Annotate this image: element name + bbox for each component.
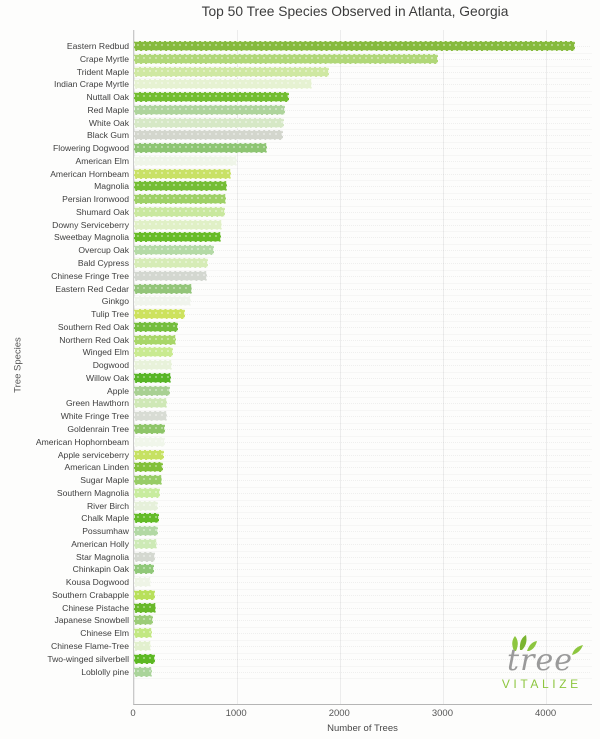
x-tick-label: 3000 <box>431 708 454 719</box>
species-bar <box>134 347 173 357</box>
bar-row <box>57 321 592 334</box>
species-bar <box>134 590 155 600</box>
bar-row <box>65 397 592 410</box>
species-label: Apple <box>107 385 129 396</box>
bar-row <box>57 449 592 462</box>
bar-row <box>91 308 592 321</box>
species-bar <box>134 462 163 472</box>
bar-row <box>80 474 592 487</box>
bar-row <box>53 231 592 244</box>
bar-row <box>65 576 592 589</box>
bar-row <box>62 602 592 615</box>
logo-word <box>507 643 573 678</box>
species-label: Winged Elm <box>82 347 129 358</box>
bar-row <box>35 436 592 449</box>
species-label: Possumhaw <box>82 526 129 537</box>
species-label: Two-winged silverbell <box>47 653 129 664</box>
bar-row <box>77 257 592 270</box>
species-bar <box>134 245 214 255</box>
bar-row <box>54 614 592 627</box>
bar-row <box>75 206 592 219</box>
bar-row <box>78 244 592 257</box>
species-label: Green Hawthorn <box>65 398 129 409</box>
species-label: Goldenrain Tree <box>67 423 129 434</box>
species-label: Downy Serviceberry <box>52 219 129 230</box>
bar-row <box>53 142 592 155</box>
species-bar <box>134 284 192 294</box>
species-bar <box>134 220 222 230</box>
bar-row <box>86 500 592 513</box>
bar-row <box>79 53 592 66</box>
species-bar <box>134 615 153 625</box>
species-label: Chinese Pistache <box>62 602 129 613</box>
species-bar <box>134 296 191 306</box>
species-bar <box>134 475 162 485</box>
species-bar <box>134 386 170 396</box>
species-bar <box>134 54 438 64</box>
plot-area <box>35 30 592 705</box>
species-bar <box>134 539 157 549</box>
bar-row <box>51 270 592 283</box>
bar-row <box>87 104 592 117</box>
species-label: Northern Red Oak <box>59 334 129 345</box>
species-label: American Hornbeam <box>50 168 129 179</box>
species-bar <box>134 41 575 51</box>
species-bar <box>134 526 158 536</box>
species-label: Eastern Red Cedar <box>55 283 129 294</box>
species-label: Magnolia <box>94 181 129 192</box>
species-label: Bald Cypress <box>77 258 129 269</box>
species-bar <box>134 232 221 242</box>
species-bar <box>134 603 156 613</box>
x-tick-label: 1000 <box>225 708 247 719</box>
bar-row <box>86 129 592 142</box>
bar-row <box>62 193 592 206</box>
species-bar <box>134 105 285 115</box>
species-bar <box>134 118 284 128</box>
bar-row <box>56 487 592 500</box>
x-tick-label: 4000 <box>535 708 557 719</box>
species-label: Ginkgo <box>101 296 129 307</box>
species-bar <box>134 654 155 664</box>
species-bar <box>134 92 289 102</box>
bar-row <box>67 423 592 436</box>
species-label: American Linden <box>64 462 129 473</box>
x-axis-title: Number of Trees <box>327 723 398 734</box>
bar-row <box>88 117 592 130</box>
species-label: Trident Maple <box>76 66 129 77</box>
species-label: Black Gum <box>86 130 129 141</box>
species-label: White Oak <box>88 117 129 128</box>
species-label: Apple serviceberry <box>57 449 129 460</box>
species-label: American Holly <box>71 538 129 549</box>
bar-row <box>72 563 592 576</box>
species-label: Chalk Maple <box>81 513 129 524</box>
species-label: Persian Ironwood <box>62 194 129 205</box>
species-bar <box>134 513 159 523</box>
species-label: River Birch <box>86 500 129 511</box>
species-bar <box>134 360 172 370</box>
species-bar <box>134 207 225 217</box>
species-label: Indian Crape Myrtle <box>54 79 129 90</box>
species-label: Chinkapin Oak <box>72 564 129 575</box>
species-label: Sugar Maple <box>80 475 129 486</box>
species-bar <box>134 322 178 332</box>
species-label: Japanese Snowbell <box>54 615 129 626</box>
species-bar <box>134 424 165 434</box>
bar-row <box>94 180 592 193</box>
bar-row <box>101 295 592 308</box>
species-label: Tulip Tree <box>91 309 129 320</box>
species-bar <box>134 181 227 191</box>
bar-row <box>64 461 592 474</box>
species-bar <box>134 564 154 574</box>
bar-row <box>107 385 592 398</box>
species-bar <box>134 194 226 204</box>
species-bar <box>134 130 283 140</box>
species-label: Southern Red Oak <box>57 321 129 332</box>
species-bar <box>134 437 165 447</box>
bar-row <box>75 551 592 564</box>
species-label: Sweetbay Magnolia <box>53 232 129 243</box>
bar-row <box>50 168 592 181</box>
species-label: Eastern Redbud <box>66 41 129 51</box>
species-label: Chinese Fringe Tree <box>51 270 129 281</box>
species-bar <box>134 271 207 281</box>
species-label: Nuttall Oak <box>86 92 129 103</box>
species-label: Southern Magnolia <box>56 487 129 498</box>
species-bar <box>134 143 267 153</box>
species-bar <box>134 335 176 345</box>
species-label: Dogwood <box>92 360 129 371</box>
species-bar <box>134 373 171 383</box>
bar-row <box>66 40 592 53</box>
bar-row <box>76 66 592 79</box>
logo-subword: VITALIZE <box>501 677 582 691</box>
species-bar <box>134 79 312 89</box>
species-label: Red Maple <box>87 104 129 115</box>
bar-row <box>54 78 592 91</box>
x-tick-label: 0 <box>130 708 136 719</box>
x-tick-label: 2000 <box>328 708 350 719</box>
species-bar <box>134 501 158 511</box>
species-label: Loblolly pine <box>81 666 129 677</box>
bar-row <box>59 334 592 347</box>
chart-title: Top 50 Tree Species Observed in Atlanta, Georgia <box>201 4 509 19</box>
species-bar <box>134 450 164 460</box>
bar-row <box>52 219 592 232</box>
bar-row <box>86 372 592 385</box>
species-bar <box>134 309 185 319</box>
species-bar <box>134 411 167 421</box>
species-label: Kousa Dogwood <box>65 577 129 588</box>
species-label: Flowering Dogwood <box>53 143 129 154</box>
bar-row <box>55 283 592 296</box>
species-label: American Elm <box>75 155 129 166</box>
bar-row <box>71 538 592 551</box>
bar-row <box>82 346 592 359</box>
species-bar <box>134 156 237 166</box>
leaf-tip-icon <box>571 644 585 656</box>
species-label: Chinese Elm <box>80 628 129 639</box>
species-label: Crape Myrtle <box>79 53 129 64</box>
x-tick-labels <box>130 708 592 720</box>
species-bar <box>134 67 329 77</box>
species-bar <box>134 258 208 268</box>
species-bar <box>134 628 152 638</box>
species-bar <box>134 169 231 179</box>
species-label: White Fringe Tree <box>60 411 129 422</box>
species-label: Shumard Oak <box>75 206 129 217</box>
species-bar <box>134 641 151 651</box>
species-bar <box>134 398 167 408</box>
species-label: Chinese Flame-Tree <box>50 640 129 651</box>
treevitalize-logo <box>486 636 594 702</box>
logo-word-text: tree <box>507 643 573 678</box>
y-axis-title: Tree Species <box>12 337 24 393</box>
bar-row <box>81 512 592 525</box>
species-label: American Hophornbeam <box>35 436 129 447</box>
bar-row <box>86 91 592 104</box>
bar-rows <box>35 40 592 678</box>
bar-row <box>52 589 592 602</box>
bar-row <box>60 410 592 423</box>
bar-row <box>75 155 592 168</box>
bar-row <box>92 359 592 372</box>
species-label: Star Magnolia <box>75 551 129 562</box>
species-label: Southern Crabapple <box>52 589 129 600</box>
species-bar <box>134 552 155 562</box>
species-label: Overcup Oak <box>78 245 129 256</box>
bar-row <box>82 525 592 538</box>
species-label: Willow Oak <box>86 372 129 383</box>
species-bar <box>134 667 152 677</box>
species-bar <box>134 488 160 498</box>
species-bar <box>134 577 151 587</box>
